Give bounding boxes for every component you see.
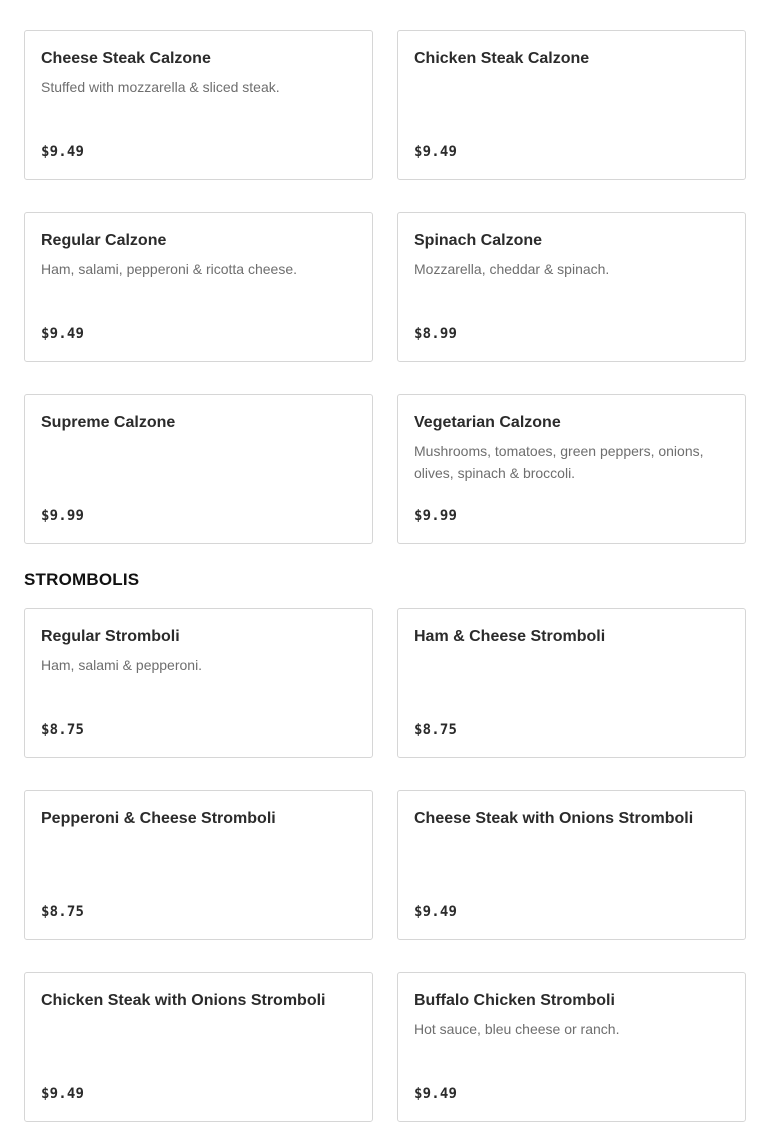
menu-item-description: Hot sauce, bleu cheese or ranch. bbox=[414, 1021, 620, 1037]
menu-item-title: Pepperoni & Cheese Stromboli bbox=[41, 810, 276, 827]
menu-item-card[interactable] bbox=[24, 212, 373, 362]
menu-item-card[interactable] bbox=[397, 608, 746, 758]
menu-item-price: $8.99 bbox=[414, 326, 458, 342]
menu-item-title: Buffalo Chicken Stromboli bbox=[414, 992, 615, 1009]
menu-item-price: $8.75 bbox=[414, 722, 458, 738]
menu-item-price: $9.49 bbox=[414, 144, 458, 160]
menu-item-description: Ham, salami, pepperoni & ricotta cheese. bbox=[41, 261, 298, 277]
menu-item-price: $8.75 bbox=[41, 904, 85, 920]
menu-item-price: $9.99 bbox=[414, 508, 458, 524]
menu-item-card[interactable] bbox=[397, 394, 746, 544]
menu-item-price: $9.99 bbox=[41, 508, 85, 524]
menu-item-price: $9.49 bbox=[41, 144, 85, 160]
menu-item-card[interactable] bbox=[397, 790, 746, 940]
menu-item-title: Supreme Calzone bbox=[41, 414, 176, 431]
menu-item-card[interactable] bbox=[397, 972, 746, 1122]
menu-item-card[interactable] bbox=[24, 608, 373, 758]
section-heading-strombolis: STROMBOLIS bbox=[24, 570, 140, 589]
menu-item-description: Mushrooms, tomatoes, green peppers, onions, olives, spinach & broccoli. bbox=[414, 443, 704, 481]
menu-item-title: Cheese Steak Calzone bbox=[41, 50, 211, 67]
menu-item-card[interactable] bbox=[24, 790, 373, 940]
menu-item-title: Ham & Cheese Stromboli bbox=[414, 628, 606, 645]
menu-item-title: Chicken Steak Calzone bbox=[414, 50, 590, 67]
menu-item-card[interactable] bbox=[397, 212, 746, 362]
menu-item-card[interactable] bbox=[24, 394, 373, 544]
menu-item-description: Ham, salami & pepperoni. bbox=[41, 657, 203, 673]
menu-item-title: Cheese Steak with Onions Stromboli bbox=[414, 810, 694, 827]
menu-item-price: $9.49 bbox=[41, 326, 85, 342]
menu-item-price: $9.49 bbox=[414, 904, 458, 920]
menu-item-card[interactable] bbox=[397, 30, 746, 180]
menu-item-title: Regular Stromboli bbox=[41, 628, 180, 645]
menu-item-title: Spinach Calzone bbox=[414, 232, 543, 249]
menu-item-price: $8.75 bbox=[41, 722, 85, 738]
menu-item-price: $9.49 bbox=[41, 1086, 85, 1102]
menu-item-title: Chicken Steak with Onions Stromboli bbox=[41, 992, 326, 1009]
menu-item-card[interactable] bbox=[24, 972, 373, 1122]
menu-item-title: Regular Calzone bbox=[41, 232, 167, 249]
menu-item-description: Stuffed with mozzarella & sliced steak. bbox=[41, 79, 280, 95]
menu-item-card[interactable] bbox=[24, 30, 373, 180]
menu-item-title: Vegetarian Calzone bbox=[414, 414, 561, 431]
menu-item-description: Mozzarella, cheddar & spinach. bbox=[414, 261, 610, 277]
menu-item-price: $9.49 bbox=[414, 1086, 458, 1102]
